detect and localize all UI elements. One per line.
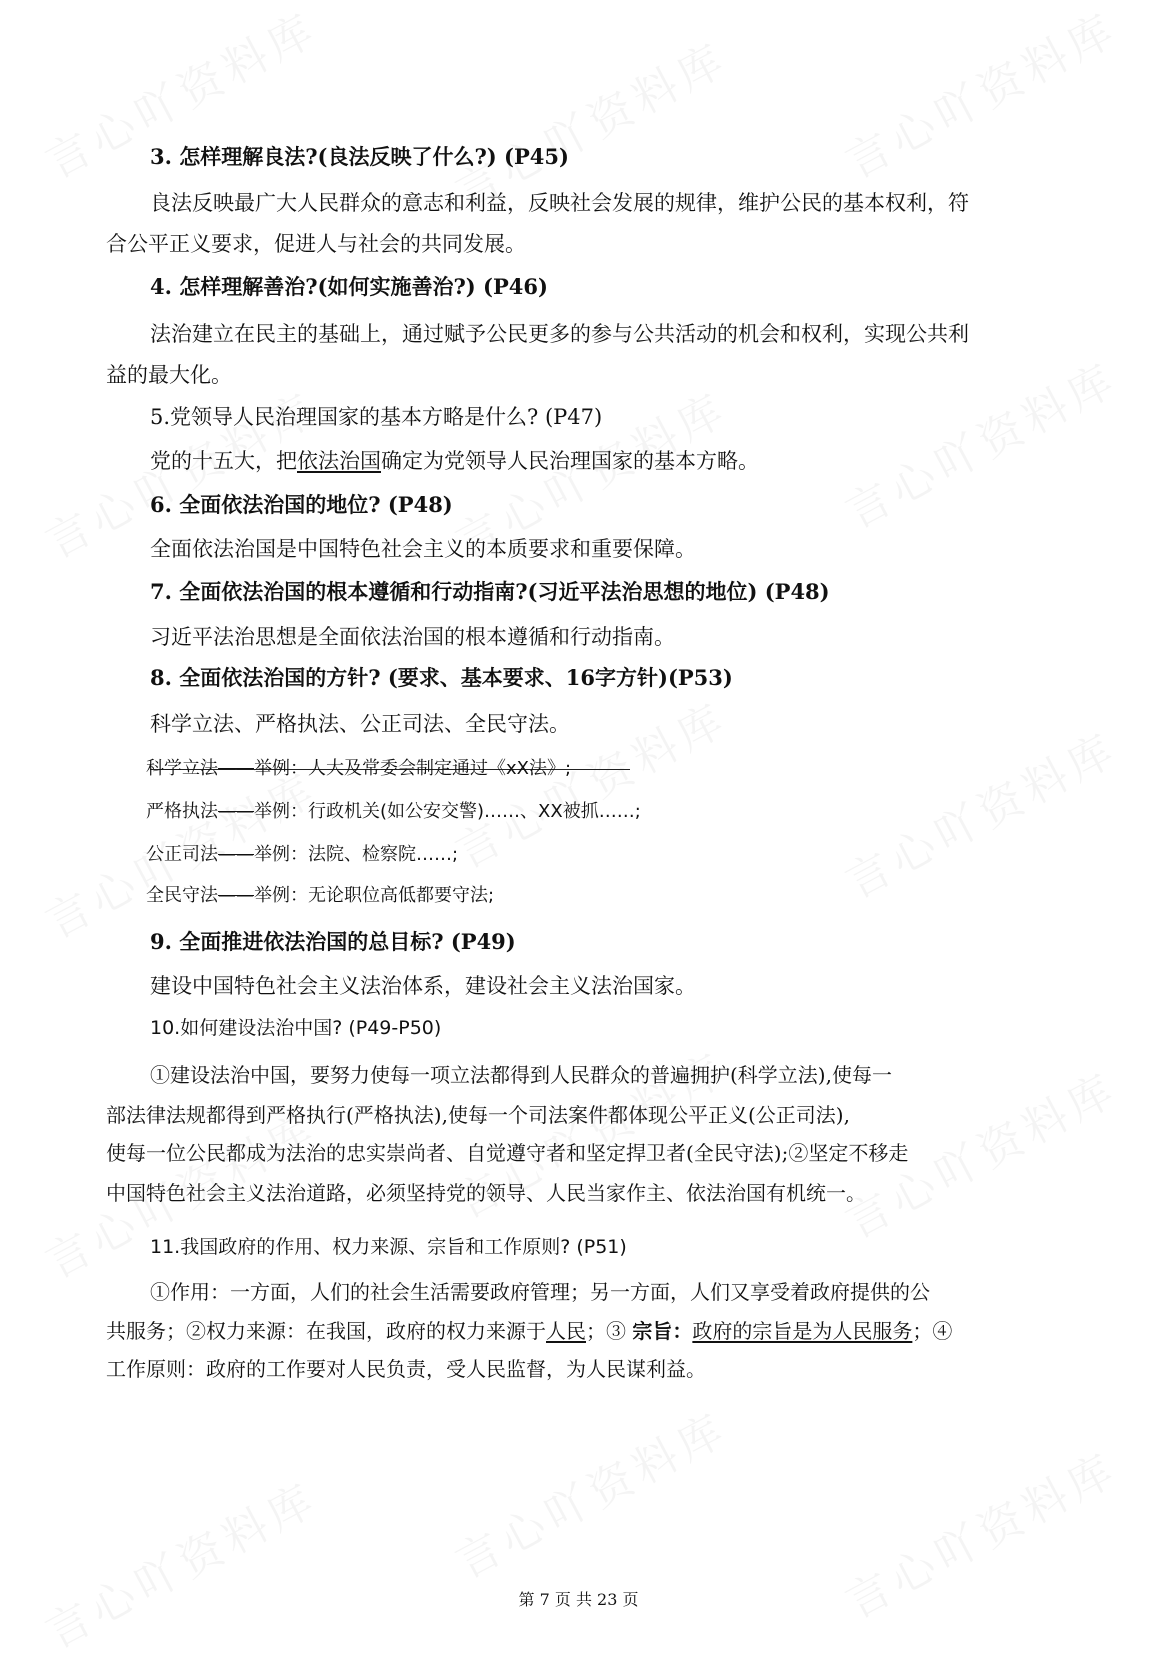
answer-11-purpose: 政府的宗旨是为人民服务 [692, 1319, 913, 1343]
answer-8: 科学立法、严格执法、公正司法、全民守法。 [150, 712, 570, 736]
answer-10-line-3: 使每一位公民都成为法治的忠实崇尚者、自觉遵守者和坚定捍卫者(全民守法);②坚定不移走 [106, 1141, 909, 1165]
example-term: 全民守法 [146, 885, 218, 906]
question-7: 7. 全面依法治国的根本遵循和行动指南?(习近平法治思想的地位) (P48) [150, 579, 830, 604]
answer-5 [150, 451, 759, 472]
example-dash: —— [218, 758, 254, 779]
answer-5-keyword: 依法治国 [297, 449, 381, 473]
example-term: 公正司法 [146, 844, 218, 865]
answer-10-line-2: 部法律法规都得到严格执行(严格执法),使每一个司法案件都体现公平正义(公正司法), [106, 1103, 850, 1127]
answer-7: 习近平法治思想是全面依法治国的根本遵循和行动指南。 [150, 625, 675, 649]
question-3: 3. 怎样理解良法?(良法反映了什么?) (P45) [150, 144, 569, 169]
question-9: 9. 全面推进依法治国的总目标? (P49) [150, 929, 516, 954]
answer-9: 建设中国特色社会主义法治体系，建设社会主义法治国家。 [150, 974, 696, 998]
page-number: 第 7 页 共 23 页 [518, 1590, 639, 1609]
example-item [146, 887, 494, 905]
answer-10-line-1: ①建设法治中国，要努力使每一项立法都得到人民群众的普遍拥护(科学立法),使每一 [150, 1063, 892, 1087]
question-5: 5.党领导人民治理国家的基本方略是什么? (P47) [150, 405, 603, 429]
example-text: 举例：法院、检察院……; [254, 844, 459, 865]
answer-3-line-1: 良法反映最广大人民群众的意志和利益，反映社会发展的规律，维护公民的基本权利，符 [150, 191, 969, 215]
watermark [833, 0, 1128, 191]
question-8: 8. 全面依法治国的方针? (要求、基本要求、16字方针)(P53) [150, 665, 733, 690]
answer-5-pre: 党的十五大，把 [150, 449, 297, 473]
answer-11-text: 共服务；②权力来源：在我国，政府的权力来源于 [106, 1319, 546, 1343]
answer-5-post: 确定为党领导人民治理国家的基本方略。 [381, 449, 759, 473]
example-dash: —— [218, 885, 254, 906]
watermark [443, 1393, 738, 1590]
question-6: 6. 全面依法治国的地位? (P48) [150, 492, 453, 517]
watermark [833, 343, 1128, 540]
answer-11-purpose-label: 宗旨： [632, 1319, 693, 1343]
answer-11-source: 人民 [546, 1319, 586, 1343]
answer-10-line-4: 中国特色社会主义法治道路，必须坚持党的领导、人民当家作主、依法治国有机统一。 [106, 1181, 866, 1205]
example-text: 举例：行政机关(如公安交警)……、XX被抓……; [254, 801, 641, 822]
watermark [33, 1463, 328, 1660]
example-item [146, 846, 458, 864]
example-term: 科学立法 [146, 758, 218, 779]
question-11: 11.我国政府的作用、权力来源、宗旨和工作原则? (P51) [150, 1236, 627, 1258]
answer-11-sep: ；③ [586, 1319, 633, 1343]
example-text: 举例：无论职位高低都要守法; [254, 885, 495, 906]
answer-11-line-3: 工作原则：政府的工作要对人民负责，受人民监督，为人民谋利益。 [106, 1357, 706, 1381]
example-item [146, 760, 571, 778]
example-dash: —— [218, 801, 254, 822]
answer-11-sep-2: ；④ [912, 1319, 953, 1343]
example-dash: —— [218, 844, 254, 865]
answer-11-line-2 [106, 1321, 952, 1341]
question-10: 10.如何建设法治中国? (P49-P50) [150, 1017, 442, 1039]
example-text: 举例：人大及常委会制定通过《xX法》; [254, 758, 572, 779]
example-term: 严格执法 [146, 801, 218, 822]
answer-6: 全面依法治国是中国特色社会主义的本质要求和重要保障。 [150, 537, 696, 561]
watermark [833, 713, 1128, 910]
example-item [146, 803, 641, 821]
answer-4-line-1: 法治建立在民主的基础上，通过赋予公民更多的参与公共活动的机会和权利，实现公共利 [150, 322, 969, 346]
answer-3-line-2: 合公平正义要求，促进人与社会的共同发展。 [106, 232, 526, 256]
question-4: 4. 怎样理解善治?(如何实施善治?) (P46) [150, 274, 548, 299]
answer-4-line-2: 益的最大化。 [106, 363, 232, 387]
answer-11-line-1: ①作用：一方面，人们的社会生活需要政府管理；另一方面，人们又享受着政府提供的公 [150, 1280, 930, 1304]
